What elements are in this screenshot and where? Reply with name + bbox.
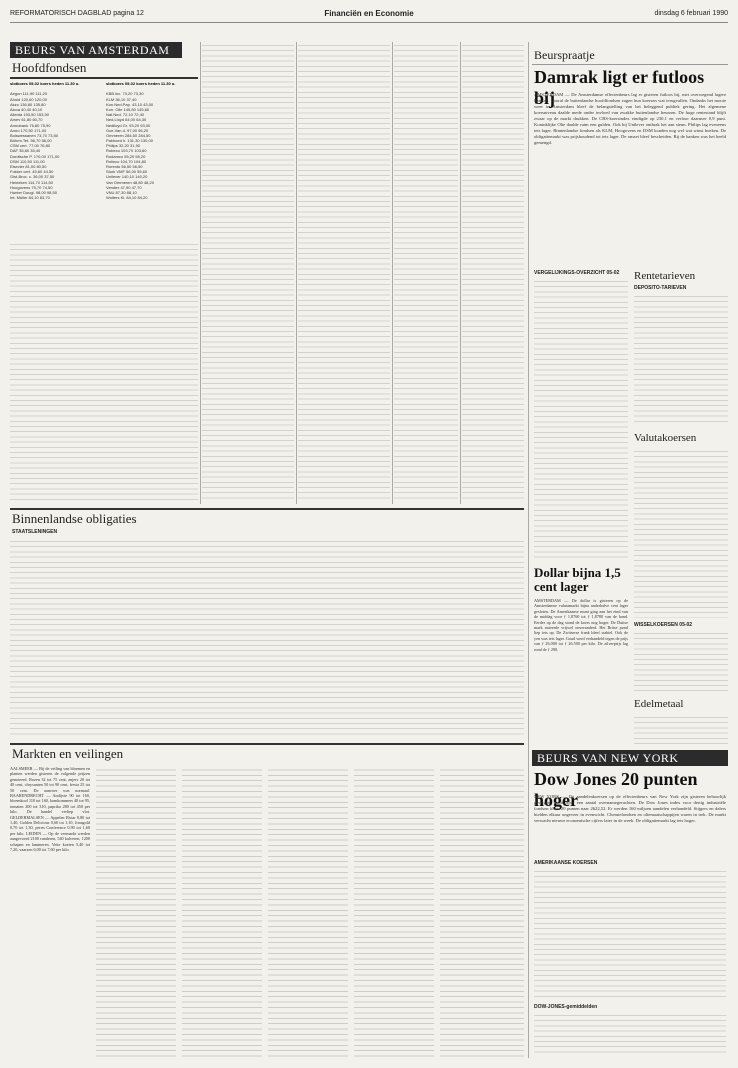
table-row: Ned.Lloyd 64,00 64,30 xyxy=(106,117,147,123)
beurspraatje-title: Beurspraatje xyxy=(534,48,595,62)
table-row: DSM 110,50 111,00 xyxy=(10,158,45,164)
markten-text-col3 xyxy=(182,766,262,1058)
hoofdfondsen-table-left xyxy=(10,81,102,231)
rente-table xyxy=(634,293,728,423)
table-row: KBB inc. 73,20 73,30 xyxy=(106,91,144,97)
table-row: Vendex 47,90 47,70 xyxy=(106,184,142,190)
header-left: REFORMATORISCH DAGBLAD pagina 12 xyxy=(10,10,144,17)
damrak-headline: Damrak ligt er futloos bij xyxy=(534,67,705,108)
table-row: Heineken 114,70 114,50 xyxy=(10,179,53,185)
vergelijking-label: VERGELIJKINGS-OVERZICHT 05-02 xyxy=(534,270,620,276)
koersen-col-2 xyxy=(202,42,294,502)
table-row: Amrobank 76,80 75,90 xyxy=(10,122,51,128)
table-row: Van Ommeren 48,80 48,20 xyxy=(106,179,154,185)
dollar-headline: Dollar bijna 1,5 cent lager xyxy=(534,565,621,594)
table-row: Wolters Kl. 84,10 84,20 xyxy=(106,195,148,201)
rentetarieven-title: Rentetarieven xyxy=(634,270,696,282)
markten-text-col2 xyxy=(96,766,176,1058)
table-row: Pakhoed h. 131,30 130,00 xyxy=(106,138,153,144)
edelmetaal-title: Edelmetaal xyxy=(634,698,684,710)
edelmetaal-table xyxy=(634,714,728,744)
table-row: Nedlloyd Gr. 93,20 93,00 xyxy=(106,122,151,128)
valutakoersen-title: Valutakoersen xyxy=(634,432,697,444)
table-row: Oce-Van d. 97,00 96,20 xyxy=(106,127,149,133)
dow-gemiddelden-label: DOW-JONES-gemiddelden xyxy=(534,1004,598,1010)
amerikaanse-table xyxy=(534,868,726,1000)
obligaties-title: Binnenlandse obligaties xyxy=(12,511,137,526)
table-row: Ahold 120,60 120,00 xyxy=(10,96,47,102)
valuta-table xyxy=(634,448,728,618)
wissel-table xyxy=(634,630,728,694)
table-row: Stork VMF 56,00 55,60 xyxy=(106,169,148,175)
beurspraatje-text: AMSTERDAM — De Amsterdamse effectenbeurs lag er gisteren futloos bij, met overwegend lagere koersen. Vooral de buitenlandse hoofdfondsen zagen hun koersen wat terugvallen. Ondanks het mooie weer in Amsterdam bleef de belangstelling van het beleggend publiek gering. Het algemene koersniveau daalde mede onder invloed van zwakke buitenlandse beurzen. De hoge rentestand blijft zwaar op de markt drukken. De CBS-koersindex eindigde op 230,1 en verloor daarmee 0,9 punt. Koninklijke Olie daalde ruim een gulden. Ook bij Unilever ontbrak het aan steun. Philips lag eveneens iets lager. Binnenlandse fondsen als KLM, Hoogovens en DSM konden nog wel wat winst boeken. De obligatiemarkt was prijshoudend tot iets lager. De omzet bleef bescheiden. Bij de banken was het beeld gemengd. xyxy=(534,92,726,145)
hoofdfondsen-title: Hoofdfondsen xyxy=(12,60,87,75)
dowjones-headline: Dow Jones 20 punten hoger xyxy=(534,769,698,810)
markten-title: Markten en veilingen xyxy=(12,746,124,761)
table-row: Hunter Dougl. 98,00 98,50 xyxy=(10,189,57,195)
header-date: dinsdag 6 februari 1990 xyxy=(654,10,728,17)
dow-table xyxy=(534,1012,726,1056)
page-header xyxy=(10,8,728,23)
table-header: slotkoers 05-02 koers heden 11.30 u. xyxy=(10,81,80,86)
beurs-newyork-title: BEURS VAN NEW YORK xyxy=(537,751,679,765)
beurs-newyork-banner xyxy=(532,750,728,766)
table-row: Dordtsche P. 170,00 171,00 xyxy=(10,153,60,159)
beurs-amsterdam-banner xyxy=(10,42,182,58)
table-row: Rodamco 55,20 55,20 xyxy=(106,153,146,159)
table-row: Bührm.Tet. 56,70 56,00 xyxy=(10,138,52,144)
table-row: Unilever 140,10 140,20 xyxy=(106,174,148,180)
markten-text-col4 xyxy=(268,766,348,1058)
table-row: Robeco 103,70 103,60 xyxy=(106,148,147,154)
beurs-amsterdam-title: BEURS VAN AMSTERDAM xyxy=(15,43,170,57)
koersen-col-4 xyxy=(394,42,458,502)
table-row: Kon.Ned.Pap. 43,10 43,00 xyxy=(106,101,154,107)
amerikaanse-koersen-label: AMERIKAANSE KOERSEN xyxy=(534,860,598,866)
newyork-text: NEW YORK — De aandelenkoersen op de effectenbeurs van New York zijn gisteren behoorlijk gestegen, mede door een aantal overnamegeruchten. De Dow Jones index voor dertig industriële fondsen klom 20 punten naar 2622,52. Er werden 160 miljoen aandelen verhandeld. Stijgers en dalers hielden elkaar ongeveer in evenwicht. Chemiefondsen en oliemaatschappijen waren in trek. De markt verwacht nieuwe economische cijfers later in de week. De obligatiemarkt lag iets hoger. xyxy=(534,794,726,823)
vergelijking-table xyxy=(534,278,628,560)
markten-text-col6 xyxy=(440,766,524,1058)
table-row: Philips 32,20 31,90 xyxy=(106,143,141,149)
table-row: Elsevier 81,00 80,50 xyxy=(10,164,47,169)
table-row: KLM 36,10 37,40 xyxy=(106,96,137,102)
koersen-col-5 xyxy=(462,42,524,502)
markten-text: AALSMEER — Bij de veiling van bloemen en planten werden gisteren de volgende prijzen genoteerd. Rozen 32 tot 75 cent, anjers 20 tot 40 cent, chrysanten 50 tot 90 cent, fresia 25 tot 50 cent. De aanvoer was normaal. BAARENDRECHT — Andijvie 90 tot 160, bloemkool 110 tot 160, komkommers 40 tot 95, tomaten 200 tot 310, paprika 280 tot 450 per kilo. De handel verliep vlot. GELDERMALSEN — Appelen Elstar 0,80 tot 1,40, Golden Delicious 0,60 tot 1,10, Jonagold 0,70 tot 1,30, peren Conference 0,90 tot 1,60 per kilo. LEIDEN — Op de veemarkt werden aangevoerd 2100 runderen, 540 kalveren, 1200 schapen en lammeren. Vette koeien 5,40 tot 7,20, vaarzen 6,00 tot 7,60 per kilo. xyxy=(10,766,90,853)
dollar-text: AMSTERDAM — De dollar is gisteren op de Amsterdamse valutamarkt bijna anderhalve cent lager gesloten. De Amerikaanse munt ging aan het eind van de middag voor ƒ 1,8760 tot ƒ 1,8780 van de hand. Eerder op de dag stond de koers nog hoger. De Duitse mark noteerde vrijwel onveranderd. Het Britse pond liep iets op. De Zwitserse frank bleef stabiel. Ook de yen was iets lager. Goud werd verhandeld tegen de prijs van ƒ 26.000 tot ƒ 26.500 per kilo. De zilverprijs lag rond de ƒ 290. xyxy=(534,598,628,652)
table-row: Amro 170,50 171,00 xyxy=(10,127,47,133)
staatsleningen-label: STAATSLENINGEN xyxy=(12,529,58,535)
aandelen-list xyxy=(10,241,198,501)
table-row: Gist-Broc. c. 36,00 37,50 xyxy=(10,174,55,180)
table-row: Ommeren 284,50 284,50 xyxy=(106,132,151,138)
table-row: Allenta 153,50 153,50 xyxy=(10,112,49,118)
wisselkoersen-label: WISSELKOERSEN 05-02 xyxy=(634,622,693,628)
table-row: Amev 61,80 60,70 xyxy=(10,117,43,123)
table-row: Nat.Ned. 72,10 72,40 xyxy=(106,112,145,118)
table-row: Int. Müller 84,10 83,70 xyxy=(10,195,50,201)
header-center: Financiën en Economie xyxy=(324,9,414,18)
table-row: Rorento 56,50 56,50 xyxy=(106,164,143,169)
table-row: Rolinco 104,70 104,80 xyxy=(106,158,147,164)
table-row: VNU 87,30 88,10 xyxy=(106,189,137,195)
markten-text-col5 xyxy=(354,766,434,1058)
table-row: Hoogovens 75,70 74,50 xyxy=(10,184,53,190)
deposito-label: DEPOSITO-TARIEVEN xyxy=(634,285,687,291)
obligaties-table xyxy=(10,538,524,738)
table-row: Aegon 111,90 111,20 xyxy=(10,91,48,97)
koersen-col-3 xyxy=(298,42,390,502)
hoofdfondsen-table-right xyxy=(106,81,198,231)
table-row: CSM cert. 77,00 76,80 xyxy=(10,143,51,149)
table-row: Fokker cert. 45,60 44,50 xyxy=(10,169,54,175)
table-header: slotkoers 05-02 koers heden 11.30 u. xyxy=(106,81,176,86)
table-row: Akzo 136,80 135,80 xyxy=(10,101,46,107)
table-row: Alcoa 40,40 40,10 xyxy=(10,106,43,112)
table-row: Kon. Olie 145,80 145,60 xyxy=(106,106,150,112)
newspaper-page xyxy=(10,8,728,1060)
table-row: Bolswessanen 73,70 73,50 xyxy=(10,132,59,138)
table-row: DAF 35,80 35,40 xyxy=(10,148,41,154)
